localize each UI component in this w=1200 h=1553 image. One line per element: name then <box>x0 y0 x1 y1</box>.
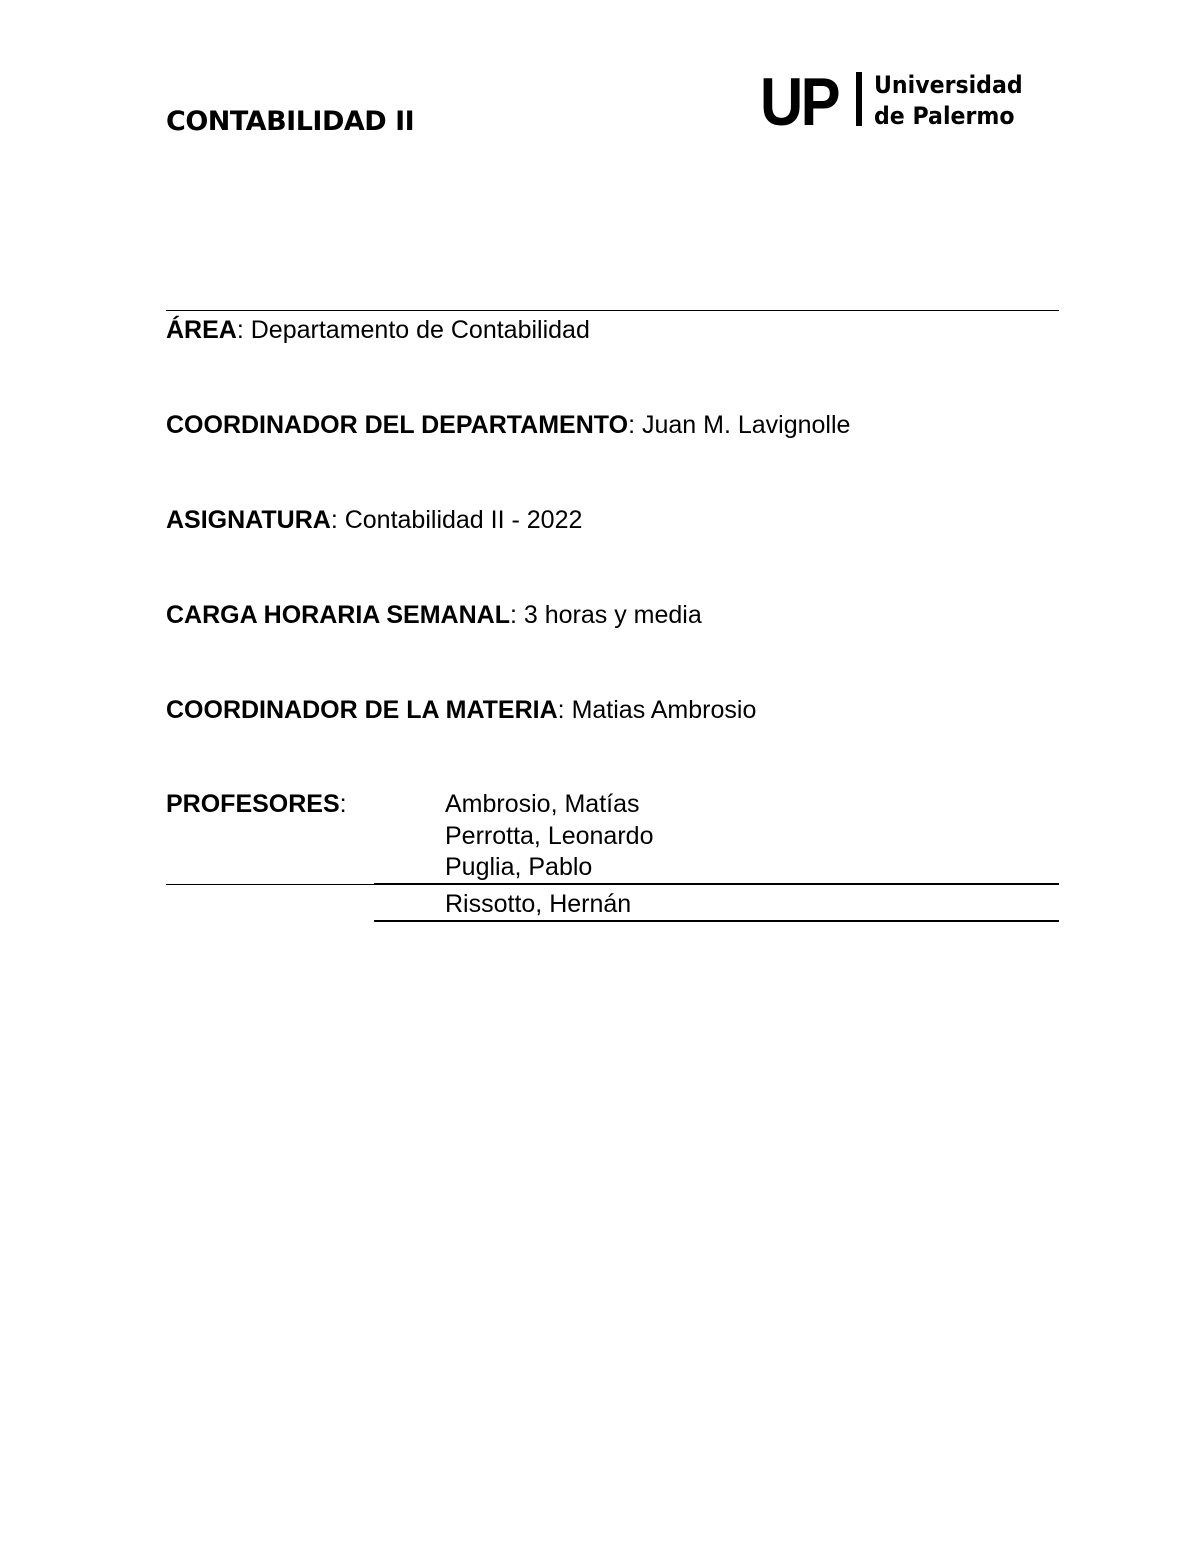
field-carga-horaria-value: 3 horas y media <box>523 601 702 629</box>
field-profesores-label: PROFESORES <box>166 790 340 818</box>
field-coordinador-departamento <box>166 413 850 438</box>
field-coordinador-departamento-value: Juan M. Lavignolle <box>641 411 851 439</box>
profesor-name: Puglia, Pablo <box>445 853 593 881</box>
logo-mark: UP <box>760 64 838 140</box>
field-area <box>166 318 590 343</box>
field-coordinador-materia <box>166 698 756 723</box>
field-area-value: Departamento de Contabilidad <box>250 316 590 344</box>
profesor-name: Perrotta, Leonardo <box>445 822 654 850</box>
field-coordinador-materia-value: Matias Ambrosio <box>571 696 757 724</box>
field-asignatura-separator: : <box>330 506 345 534</box>
profesores-rule-right <box>374 883 1059 885</box>
profesor-name: Ambrosio, Matías <box>445 790 640 818</box>
document-title: CONTABILIDAD II <box>166 106 415 137</box>
field-coordinador-materia-separator: : <box>557 696 572 724</box>
field-asignatura <box>166 508 582 533</box>
field-profesores-separator: : <box>339 790 347 818</box>
profesores-rule-left <box>166 884 374 885</box>
field-area-label: ÁREA <box>166 316 237 344</box>
bottom-rule <box>374 920 1059 922</box>
logo-text-line2: de Palermo <box>874 102 1015 130</box>
field-coordinador-departamento-label: COORDINADOR DEL DEPARTAMENTO <box>166 411 629 439</box>
field-area-separator: : <box>236 316 251 344</box>
field-coordinador-materia-label: COORDINADOR DE LA MATERIA <box>166 696 558 724</box>
field-coordinador-departamento-separator: : <box>628 411 642 439</box>
field-carga-horaria <box>166 603 702 628</box>
field-profesores <box>166 792 347 817</box>
logo-text-line1: Universidad <box>874 71 1023 99</box>
profesor-name: Rissotto, Hernán <box>445 890 632 918</box>
field-carga-horaria-label: CARGA HORARIA SEMANAL <box>166 601 510 629</box>
field-asignatura-value: Contabilidad II - 2022 <box>344 506 583 534</box>
logo-divider <box>856 72 862 126</box>
field-asignatura-label: ASIGNATURA <box>166 506 331 534</box>
top-divider <box>166 310 1059 311</box>
field-carga-horaria-separator: : <box>509 601 524 629</box>
